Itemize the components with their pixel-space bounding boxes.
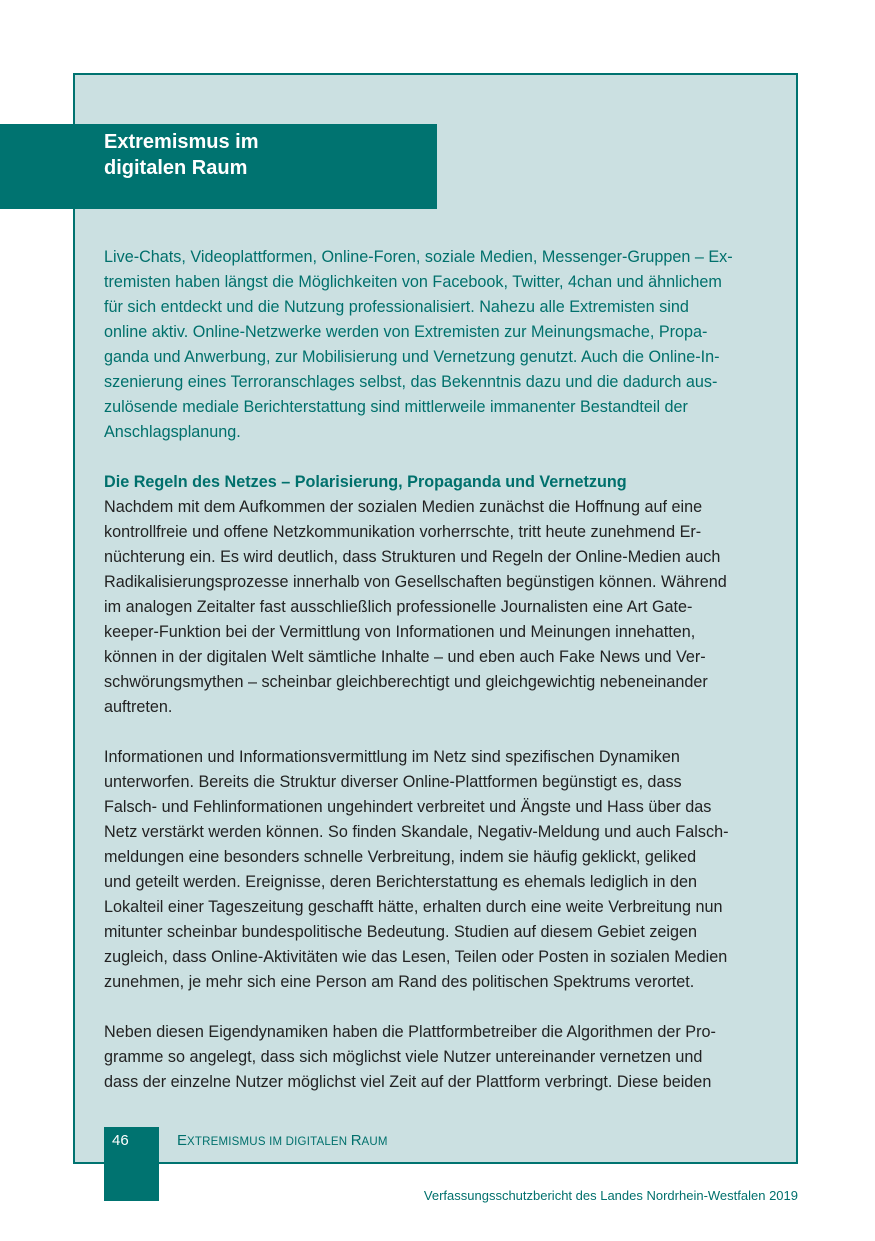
title-line: digitalen Raum (104, 157, 248, 179)
body-line: meldungen eine besonders schnelle Verbreitung, indem sie häufig geklickt, geliked (104, 848, 697, 866)
body-line: dass der einzelne Nutzer möglichst viel Zeit auf der Plattform verbringt. Diese beiden (104, 1073, 712, 1091)
body-line: Informationen und Informationsvermittlung im Netz sind spezifischen Dynamiken (104, 748, 680, 766)
section-heading: Die Regeln des Netzes – Polarisierung, Propaganda und Vernetzung (104, 473, 627, 491)
intro-line: für sich entdeckt und die Nutzung professionalisiert. Nahezu alle Extremisten sind (104, 298, 689, 316)
body-line: und geteilt werden. Ereignisse, deren Berichterstattung es ehemals lediglich in den (104, 873, 697, 891)
body-line: kontrollfreie und offene Netzkommunikation vorherrschte, tritt heute zunehmend Er- (104, 523, 702, 541)
intro-line: ganda und Anwerbung, zur Mobilisierung und Vernetzung genutzt. Auch die Online-In- (104, 348, 720, 366)
intro-line: Anschlagsplanung. (104, 423, 241, 441)
body-line: zugleich, dass Online-Aktivitäten wie das Lesen, Teilen oder Posten in sozialen Medien (104, 948, 728, 966)
title-line: Extremismus im (104, 131, 259, 153)
body-paragraph (104, 745, 770, 995)
body-line: im analogen Zeitalter fast ausschließlich professionelle Journalisten eine Art Gate- (104, 598, 693, 616)
running-title-smallcaps: AUM (361, 1136, 388, 1148)
body-line: zunehmen, je mehr sich eine Person am Rand des politischen Spektrums verortet. (104, 973, 695, 991)
body-line: gramme so angelegt, dass sich möglichst viele Nutzer untereinander vernetzen und (104, 1048, 703, 1066)
body-line: können in der digitalen Welt sämtliche Inhalte – und eben auch Fake News und Ver- (104, 648, 706, 666)
body-line: nüchterung ein. Es wird deutlich, dass Strukturen und Regeln der Online-Medien auch (104, 548, 721, 566)
running-title (177, 1132, 388, 1151)
body-line: Neben diesen Eigendynamiken haben die Plattformbetreiber die Algorithmen der Pro- (104, 1023, 716, 1041)
running-title-initial: R (350, 1132, 362, 1149)
page-number: 46 (112, 1132, 129, 1149)
running-title-initial: E (177, 1132, 188, 1149)
page-title (104, 129, 404, 181)
intro-line: zulösende mediale Berichterstattung sind mittlerweile immanenter Bestandteil der (104, 398, 688, 416)
intro-line: online aktiv. Online-Netzwerke werden von Extremisten zur Meinungsmache, Propa- (104, 323, 708, 341)
body-paragraph (104, 495, 770, 720)
body-line: mitunter scheinbar bundespolitische Bedeutung. Studien auf diesem Gebiet zeigen (104, 923, 698, 941)
body-line: Nachdem mit dem Aufkommen der sozialen Medien zunächst die Hoffnung auf eine (104, 498, 703, 516)
body-line: Lokalteil einer Tageszeitung geschafft hätte, erhalten durch eine weite Verbreitung nun (104, 898, 723, 916)
body-line: auftreten. (104, 698, 173, 716)
body-line: Netz verstärkt werden können. So finden Skandale, Negativ-Meldung und auch Falsch- (104, 823, 729, 841)
body-line: keeper-Funktion bei der Vermittlung von Informationen und Meinungen innehatten, (104, 623, 696, 641)
body-line: schwörungsmythen – scheinbar gleichberechtigt und gleichgewichtig nebeneinander (104, 673, 708, 691)
body-line: Radikalisierungsprozesse innerhalb von Gesellschaften begünstigen können. Während (104, 573, 727, 591)
intro-line: szenierung eines Terroranschlages selbst, das Bekenntnis dazu und die dadurch aus- (104, 373, 718, 391)
body-paragraph (104, 1020, 770, 1095)
intro-paragraph (104, 245, 770, 445)
body-line: Falsch- und Fehlinformationen ungehindert verbreitet und Ängste und Hass über das (104, 798, 712, 816)
publication-footer: Verfassungsschutzbericht des Landes Nordrhein-Westfalen 2019 (423, 1188, 798, 1203)
article-body (104, 245, 770, 1095)
body-line: unterworfen. Bereits die Struktur diverser Online-Plattformen begünstigt es, dass (104, 773, 682, 791)
intro-line: tremisten haben längst die Möglichkeiten von Facebook, Twitter, 4chan und ähnlichem (104, 273, 722, 291)
running-title-smallcaps: XTREMISMUS IM DIGITALEN (187, 1136, 351, 1148)
intro-line: Live-Chats, Videoplattformen, Online-Foren, soziale Medien, Messenger-Gruppen – Ex- (104, 248, 733, 266)
